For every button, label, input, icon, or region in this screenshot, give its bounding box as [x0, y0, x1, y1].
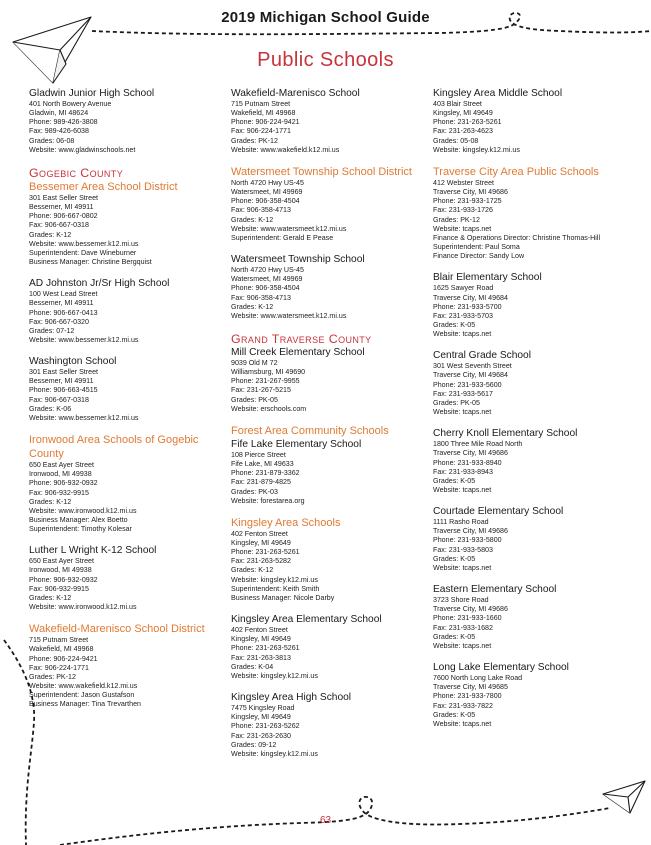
school-name: Blair Elementary School: [433, 272, 542, 284]
contact-line: Traverse City, MI 49684: [433, 293, 508, 302]
contact-line: Grades: 05-08: [433, 136, 479, 145]
contact-line: 100 West Lead Street: [29, 290, 98, 299]
school-name: AD Johnston Jr/Sr High School: [29, 278, 170, 290]
contact-line: Phone: 906-667-0802: [29, 212, 98, 221]
contact-line: Grades: K-05: [433, 632, 476, 641]
school-entry: [433, 349, 643, 417]
contact-line: Phone: 906-932-0932: [29, 575, 98, 584]
contact-line: Fife Lake, MI 49633: [231, 460, 294, 469]
listing-column-left: [29, 87, 225, 710]
contact-line: Grades: K-12: [29, 230, 72, 239]
contact-line: North 4720 Hwy US-45: [231, 266, 304, 275]
contact-line: 7475 Kingsley Road: [231, 704, 295, 713]
contact-line: 301 East Seller Street: [29, 193, 99, 202]
contact-line: Website: kingsley.k12.mi.us: [433, 145, 520, 154]
school-name: Wakefield-Marenisco School: [231, 88, 360, 99]
contact-line: Fax: 906-358-4713: [231, 206, 291, 215]
contact-line: Superintendent: Jason Gustafson: [29, 691, 135, 700]
contact-line: Traverse City, MI 49684: [433, 371, 508, 380]
contact-line: Watersmeet, MI 49969: [231, 275, 303, 284]
contact-line: 715 Putnam Street: [231, 100, 291, 108]
contact-line: Fax: 906-667-0318: [29, 395, 89, 404]
contact-line: Fax: 231-267-5215: [231, 386, 291, 395]
district-heading: Wakefield-Marenisco School District: [29, 623, 205, 636]
contact-line: Phone: 906-932-0932: [29, 479, 98, 488]
district-office-entry: [29, 636, 225, 709]
contact-line: Business Manager: Alex Boetto: [29, 516, 128, 524]
contact-line: Grades: PK-05: [231, 395, 278, 404]
contact-line: Traverse City, MI 49686: [433, 188, 508, 197]
listing-column-right: [433, 87, 643, 729]
contact-line: Fax: 231-879-4825: [231, 478, 291, 487]
contact-line: Fax: 906-358-4713: [231, 293, 291, 302]
contact-line: Website: www.ironwood.k12.mi.us: [29, 506, 137, 515]
county-heading: Gogebic County: [29, 165, 124, 180]
school-entry: [231, 691, 429, 759]
contact-line: Kingsley, MI 49649: [433, 109, 493, 118]
contact-line: Website: tcaps.net: [433, 641, 492, 650]
contact-line: Traverse City, MI 49685: [433, 683, 508, 692]
contact-line: 402 Fenton Street: [231, 626, 288, 635]
district-heading: Ironwood Area Schools of Gogebic County: [29, 434, 199, 461]
contact-line: Website: tcaps.net: [433, 224, 492, 233]
contact-line: Grades: K-05: [433, 320, 476, 329]
school-entry: [433, 583, 643, 651]
contact-line: Bessemer, MI 49911: [29, 203, 94, 212]
contact-line: Website: www.watersmeet.k12.mi.us: [231, 311, 347, 320]
contact-line: Website: tcaps.net: [433, 563, 492, 572]
school-name: Courtade Elementary School: [433, 506, 564, 518]
contact-line: Website: kingsley.k12.mi.us: [231, 575, 318, 584]
contact-line: 403 Blair Street: [433, 100, 482, 108]
contact-line: Website: tcaps.net: [433, 486, 492, 494]
contact-line: Phone: 231-933-1660: [433, 614, 502, 623]
contact-line: Phone: 989-426-3808: [29, 118, 98, 127]
contact-line: 650 East Ayer Street: [29, 461, 94, 470]
contact-line: Fax: 231-263-3813: [231, 653, 291, 662]
contact-line: Phone: 231-933-5700: [433, 302, 502, 311]
contact-line: Traverse City, MI 49686: [433, 449, 508, 458]
school-entry: [231, 253, 429, 321]
school-entry: [231, 346, 429, 414]
contact-line: Kingsley, MI 49649: [231, 635, 291, 644]
school-name: Gladwin Junior High School: [29, 88, 155, 99]
contact-line: Website: www.bessemer.k12.mi.us: [29, 239, 139, 248]
contact-line: 3723 Shore Road: [433, 596, 489, 605]
contact-line: 7600 North Long Lake Road: [433, 674, 523, 683]
contact-line: Website: www.wakefield.k12.mi.us: [231, 145, 340, 154]
contact-line: Kingsley, MI 49649: [231, 713, 291, 722]
district-office-entry: [433, 179, 643, 261]
school-entry: [231, 87, 429, 155]
school-name: Fife Lake Elementary School: [231, 438, 362, 450]
contact-line: Website: tcaps.net: [433, 330, 492, 339]
contact-line: Grades: K-05: [433, 710, 476, 719]
contact-line: Business Manager: Tina Trevarthen: [29, 700, 141, 709]
school-name: Central Grade School: [433, 350, 531, 362]
contact-line: Phone: 231-267-9955: [231, 377, 300, 386]
school-name: Kingsley Area High School: [231, 692, 352, 704]
contact-line: 650 East Ayer Street: [29, 557, 94, 566]
contact-line: Website: forestarea.org: [231, 496, 305, 505]
contact-line: Website: www.wakefield.k12.mi.us: [29, 682, 138, 691]
contact-line: North 4720 Hwy US-45: [231, 178, 304, 187]
contact-line: Website: www.bessemer.k12.mi.us: [29, 413, 139, 422]
paper-airplane-small-icon: [603, 781, 645, 813]
contact-line: Business Manager: Nicole Darby: [231, 593, 335, 602]
listing-column-middle: [231, 87, 429, 759]
school-name: Washington School: [29, 356, 117, 368]
school-entry: [29, 87, 225, 155]
contact-line: Phone: 906-224-9421: [29, 654, 98, 663]
contact-line: Fax: 231-933-1726: [433, 206, 493, 215]
contact-line: Fax: 231-933-1682: [433, 623, 493, 632]
contact-line: Fax: 906-224-1771: [29, 663, 89, 672]
contact-line: Grades: K-12: [231, 215, 274, 224]
guide-title: 2019 Michigan School Guide: [221, 9, 430, 26]
contact-line: Phone: 231-933-7800: [433, 692, 502, 701]
contact-line: Grades: K-05: [433, 554, 476, 563]
school-name: Cherry Knoll Elementary School: [433, 428, 578, 440]
contact-line: Phone: 231-263-5261: [231, 644, 300, 653]
contact-line: Phone: 231-263-5261: [433, 118, 502, 127]
contact-line: Phone: 906-358-4504: [231, 284, 300, 293]
contact-line: Grades: K-12: [29, 593, 72, 602]
contact-line: Phone: 231-933-1725: [433, 197, 502, 206]
contact-line: 715 Putnam Street: [29, 636, 89, 645]
contact-line: Grades: K-05: [433, 476, 476, 485]
contact-line: Fax: 231-933-7822: [433, 701, 493, 710]
district-heading: Watersmeet Township School District: [231, 165, 412, 178]
contact-line: Traverse City, MI 49686: [433, 527, 508, 536]
contact-line: Phone: 906-663-4515: [29, 386, 98, 395]
school-entry: [433, 271, 643, 339]
page-number: 63: [319, 815, 332, 826]
school-entry: [433, 87, 643, 155]
contact-line: Grades: K-06: [29, 404, 72, 413]
contact-line: 301 East Seller Street: [29, 368, 99, 377]
contact-line: Kingsley, MI 49649: [231, 539, 291, 547]
contact-line: Website: www.bessemer.k12.mi.us: [29, 335, 139, 344]
contact-line: Website: kingsley.k12.mi.us: [231, 671, 318, 680]
school-entry: [433, 505, 643, 573]
contact-line: Fax: 231-263-2630: [231, 731, 291, 740]
contact-line: Website: www.gladwinschools.net: [29, 145, 136, 154]
contact-line: Grades: PK-03: [231, 487, 278, 496]
contact-line: Fax: 906-667-0318: [29, 221, 89, 230]
contact-line: Ironwood, MI 49938: [29, 566, 92, 575]
contact-line: Fax: 231-933-5703: [433, 311, 493, 320]
contact-line: Fax: 231-933-8943: [433, 467, 493, 476]
district-heading: Traverse City Area Public Schools: [433, 165, 599, 178]
contact-line: Website: www.watersmeet.k12.mi.us: [231, 224, 347, 233]
contact-line: Grades: 07-12: [29, 326, 75, 335]
contact-line: Phone: 906-224-9421: [231, 118, 300, 127]
contact-line: Phone: 231-263-5261: [231, 548, 300, 557]
contact-line: Superintendent: Timothy Kolesar: [29, 525, 132, 534]
contact-line: Business Manager: Christine Bergquist: [29, 258, 152, 267]
contact-line: Phone: 231-933-8940: [433, 458, 502, 467]
contact-line: Fax: 231-933-5617: [433, 389, 493, 398]
contact-line: Watersmeet, MI 49969: [231, 188, 303, 197]
contact-line: Phone: 231-263-5262: [231, 722, 300, 731]
district-heading: Kingsley Area Schools: [231, 516, 341, 529]
contact-line: Traverse City, MI 49686: [433, 605, 508, 614]
contact-line: Superintendent: Paul Soma: [433, 243, 520, 252]
county-heading: Grand Traverse County: [231, 331, 372, 346]
contact-line: 301 West Seventh Street: [433, 362, 512, 371]
contact-line: Fax: 989-426-6038: [29, 127, 89, 136]
district-heading: Forest Area Community Schools: [231, 424, 389, 437]
contact-line: 1625 Sawyer Road: [433, 284, 494, 293]
contact-line: Website: tcaps.net: [433, 408, 492, 417]
school-entry: [433, 427, 643, 495]
contact-line: 108 Pierce Street: [231, 450, 286, 459]
contact-line: Grades: 06-08: [29, 136, 75, 145]
contact-line: Williamsburg, MI 49690: [231, 368, 306, 377]
contact-line: Bessemer, MI 49911: [29, 299, 94, 308]
contact-line: Grades: K-12: [231, 566, 274, 575]
contact-line: Bessemer, MI 49911: [29, 377, 94, 386]
contact-line: Finance & Operations Director: Christine Thomas-Hill: [433, 233, 601, 242]
school-entry: [29, 355, 225, 423]
contact-line: Website: tcaps.net: [433, 719, 492, 728]
contact-line: Grades: PK-05: [433, 398, 480, 407]
contact-line: Fax: 906-932-9915: [29, 488, 89, 497]
contact-line: Gladwin, MI 48624: [29, 109, 89, 118]
school-name: Watersmeet Township School: [231, 254, 365, 266]
district-office-entry: [29, 194, 225, 267]
contact-line: Grades: K-12: [231, 302, 274, 311]
contact-line: Phone: 231-933-5800: [433, 536, 502, 545]
contact-line: Ironwood, MI 49938: [29, 470, 92, 479]
page-title: Public Schools: [257, 49, 394, 71]
contact-line: Fax: 231-933-5803: [433, 545, 493, 554]
school-entry: [231, 438, 429, 506]
school-name: Kingsley Area Elementary School: [231, 614, 382, 626]
contact-line: Phone: 231-933-5600: [433, 380, 502, 389]
contact-line: Fax: 906-932-9915: [29, 584, 89, 593]
contact-line: Phone: 906-667-0413: [29, 308, 98, 317]
school-entry: [433, 661, 643, 729]
contact-line: Website: erschools.com: [231, 404, 307, 413]
contact-line: Fax: 906-224-1771: [231, 127, 291, 136]
contact-line: Website: www.ironwood.k12.mi.us: [29, 603, 137, 612]
contact-line: Grades: PK-12: [231, 136, 278, 145]
district-office-entry: [231, 179, 429, 243]
contact-line: Superintendent: Dave Wineburner: [29, 248, 137, 257]
school-entry: [231, 613, 429, 681]
contact-line: Website: kingsley.k12.mi.us: [231, 749, 318, 758]
school-name: Long Lake Elementary School: [433, 662, 569, 674]
contact-line: Phone: 231-879-3362: [231, 469, 300, 478]
district-heading: Bessemer Area School District: [29, 180, 178, 193]
contact-line: Phone: 906-358-4504: [231, 197, 300, 206]
contact-line: Superintendent: Keith Smith: [231, 584, 320, 593]
contact-line: Wakefield, MI 49968: [29, 645, 94, 654]
contact-line: Grades: 09-12: [231, 740, 277, 749]
school-name: Kingsley Area Middle School: [433, 88, 563, 99]
contact-line: Grades: PK-12: [29, 672, 76, 681]
school-entry: [29, 544, 225, 612]
contact-line: 412 Webster Street: [433, 178, 494, 187]
contact-line: 1800 Three Mile Road North: [433, 440, 523, 449]
district-office-entry: [231, 530, 429, 603]
contact-line: Fax: 231-263-4623: [433, 127, 493, 136]
contact-line: Fax: 231-263-5282: [231, 557, 291, 566]
district-office-entry: [29, 461, 225, 534]
contact-line: 9039 Old M 72: [231, 358, 278, 367]
contact-line: Grades: K-04: [231, 662, 274, 671]
contact-line: Finance Director: Sandy Low: [433, 252, 525, 261]
contact-line: 401 North Bowery Avenue: [29, 100, 112, 108]
contact-line: 402 Fenton Street: [231, 529, 288, 538]
contact-line: Grades: PK-12: [433, 215, 480, 224]
school-name: Eastern Elementary School: [433, 584, 557, 596]
contact-line: Grades: K-12: [29, 497, 72, 506]
contact-line: Superintendent: Gerald E Pease: [231, 233, 334, 242]
school-name: Mill Creek Elementary School: [231, 346, 365, 358]
school-name: Luther L Wright K-12 School: [29, 545, 157, 557]
contact-line: Wakefield, MI 49968: [231, 109, 296, 118]
school-entry: [29, 277, 225, 345]
contact-line: 1111 Rasho Road: [433, 518, 489, 527]
contact-line: Fax: 906-667-0320: [29, 317, 89, 326]
